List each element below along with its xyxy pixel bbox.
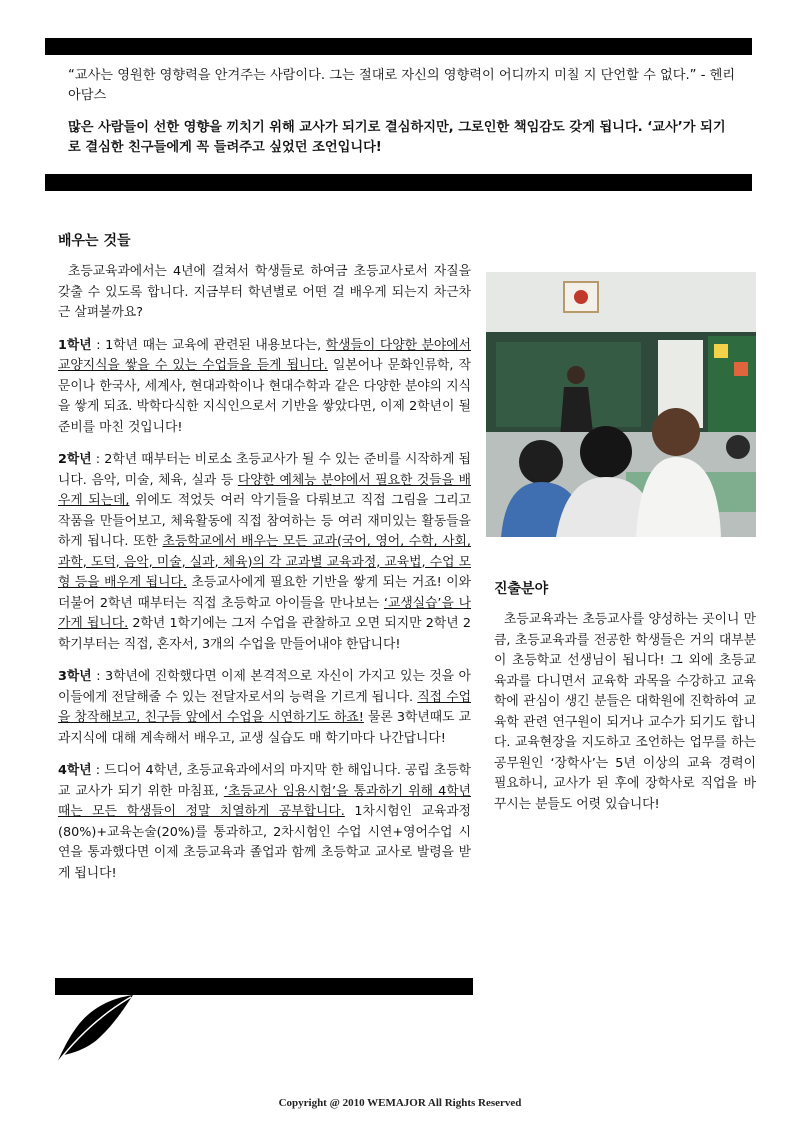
- year2-underline-2: 초등학교에서 배우는 모든 교과(국어, 영어, 수학, 사회, 과학, 도덕, 음악, 미술, 실과, 체육)의 각 교과별 교육과정, 교육법, 수업 모형 등을 배우게 됩니다.: [58, 534, 471, 590]
- year4-paragraph: [58, 761, 471, 884]
- feather-shape: [55, 995, 135, 1065]
- section-heading-career: 진출분야: [494, 581, 549, 597]
- classroom-photo-icon: [486, 272, 756, 537]
- learn-intro: 초등교육과에서는 4년에 걸쳐서 학생들로 하여금 초등교사로서 자질을 갖출 수 있도록 합니다. 지금부터 학년별로 어떤 걸 배우게 되는지 차근차근 살펴볼까요?: [58, 264, 471, 320]
- year2-text-4: 2학년 1학기에는 그저 수업을 관찰하고 오면 되지만 2학년 2학기부터는 직접, 혼자서, 3개의 수업을 만들어내야 한답니다!: [58, 616, 471, 652]
- year4-text-1: : 드디어 4학년, 초등교육과에서의 마지막 한 해입니다. 공립 초등학교 교사가 되기 위한 마침표,: [58, 763, 471, 799]
- career-body: [494, 610, 756, 815]
- year1-underline-1: 학생들이 다양한 분야에서 교양지식을 쌓을 수 있는 수업들을 듣게 됩니다.: [58, 337, 471, 373]
- year2-label: 2학년: [58, 452, 92, 467]
- year3-text-1: : 3학년에 진학했다면 이제 본격적으로 자신이 가지고 있는 것을 아이들에게 전달해줄 수 있는 전달자로서의 능력을 기르게 됩니다.: [58, 669, 471, 705]
- quote: “교사는 영원한 영향력을 안겨주는 사람이다. 그는 절대로 자신의 영향력이 어디까지 미칠 지 단언할 수 없다.” - 헨리 아담스: [68, 68, 736, 103]
- year3-paragraph: [58, 667, 471, 749]
- section-heading-learn: 배우는 것들: [58, 233, 131, 249]
- year2-text-1: : 2학년 때부터는 비로소 초등교사가 될 수 있는 준비를 시작하게 됩니다. 음악, 미술, 체육, 실과 등: [58, 452, 471, 488]
- bottom-black-bar: [55, 978, 473, 995]
- year3-underline-1: 직접 수업을 창작해보고, 친구들 앞에서 수업을 시연하기도 하죠!: [58, 689, 471, 725]
- quote-text: [68, 66, 738, 106]
- year2-underline-3: ‘교생실습’을 나가게 됩니다.: [58, 595, 472, 631]
- career-text: 초등교육과는 초등교사를 양성하는 곳이니 만큼, 초등교육과를 전공한 학생들은 거의 대부분이 초등학교 선생님이 됩니다! 그 외에 초등교육과를 다니면서 교육학 과목을 수강하고 교육학에 관심이 생긴 분들은 대학원에 진학하여 교육학 관련 연구원이 되거나 교수가 되기도 합니다. 교육현장을 지도하고 조언하는 업무를 하는 공무원인 ‘장학사’는 5년 이상의 교육 경력이 필요하니, 교사가 된 후에 장학사로 직업을 바꾸시는 분들도 어렷 있습니다!: [494, 612, 756, 812]
- classroom-photo: [486, 272, 756, 537]
- year4-label: 4학년: [58, 763, 92, 778]
- copyright-text: Copyright @ 2010 WEMAJOR All Rights Reserved: [278, 1097, 522, 1109]
- year1-text-1: : 1학년 때는 교육에 관련된 내용보다는,: [91, 337, 326, 353]
- year1-label: 1학년: [58, 337, 92, 353]
- year3-label: 3학년: [58, 669, 92, 684]
- feather-icon: [55, 995, 135, 1065]
- year2-paragraph: [58, 450, 471, 655]
- year1-text-2: 일본어나 문화인류학, 작문이나 한국사, 세계사, 현대과학이나 현대수학과 같은 다양한 분야의 지식을 쌓게 되죠. 박학다식한 지식인으로서 기반을 쌓았다면, 이제 2학년이 될 준비를 마친 것입니다!: [58, 358, 471, 435]
- intro: 많은 사람들이 선한 영향을 끼치기 위해 교사가 되기로 결심하지만, 그로인한 책임감도 갖게 됩니다. ‘교사’가 되기로 결심한 친구들에게 꼭 들려주고 싶었던 조언입니다!: [68, 120, 726, 155]
- year2-text-2: 위에도 적었듯 여러 악기들을 다뤄보고 직접 그림을 그리고 작품을 만들어보고, 체육활동에 직접 참여하는 등 여러 재미있는 활동들을 하게 됩니다. 또한: [58, 493, 471, 549]
- year2-underline-1: 다양한 예체능 분야에서 필요한 것들을 배우게 되는데,: [58, 472, 471, 508]
- learn-body: [58, 262, 471, 896]
- middle-black-bar: [45, 174, 752, 191]
- top-black-bar: [45, 38, 752, 55]
- year4-text-2: 1차시험인 교육과정(80%)+교육논술(20%)를 통과하고, 2차시험인 수업 시연+영어수업 시연을 통과했다면 이제 초등교육과 졸업과 함께 초등학교 교사로 발령을 받게 됩니다!: [58, 804, 472, 881]
- year1-paragraph: [58, 336, 471, 439]
- year3-text-2: 물론 3학년때도 교과지식에 대해 계속해서 배우고, 교생 실습도 매 학기마다 나간답니다!: [58, 710, 471, 746]
- year4-underline-1: ‘초등교사 임용시험’을 통과하기 위해 4학년 때는 모든 학생들이 정말 치열하게 공부합니다.: [58, 783, 471, 819]
- year2-text-3: 초등교사에게 필요한 기반을 쌓게 되는 거죠! 이와 더불어 2학년 때부터는 직접 초등학교 아이들을 만나보는: [58, 575, 471, 611]
- intro-text: [68, 118, 738, 158]
